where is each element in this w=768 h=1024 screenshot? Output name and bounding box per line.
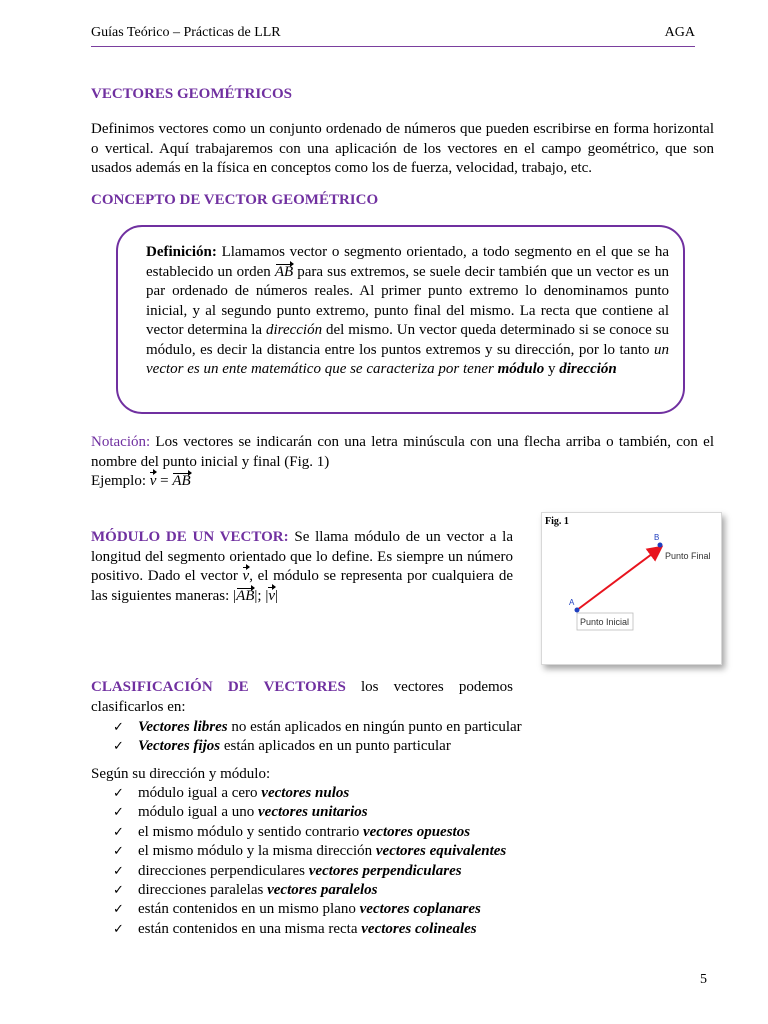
notation-paragraph: Notación: Los vectores se indicarán con una letra minúscula con una flecha arriba o también, con el nombre del punto inicial y final (Fig. 1) Ejemplo: v = AB xyxy=(91,433,714,492)
list-item: ✓ módulo igual a uno vectores unitarios xyxy=(113,803,506,822)
list-item: ✓ el mismo módulo y sentido contrario vectores opuestos xyxy=(113,823,506,842)
vector-ab: AB xyxy=(275,263,293,283)
vector-arrow xyxy=(577,548,660,610)
definition-text: Definición: Llamamos vector o segmento orientado, a todo segmento en el que se ha establecido un orden AB para sus extremos, se suele decir también que un vector es un par ordenado de números reales. Al primer punto extremo lo denominamos punto inicial, y al segundo punto extremo, punto final del mismo. La recta que contiene al vector determina la dirección del mismo. Un vector queda determinado si se conoce su módulo, es decir la distancia entre los puntos extremos y su dirección, por lo tanto un vector es un ente matemático que se caracteriza por tener módulo y dirección xyxy=(146,244,669,377)
header-author: AGA xyxy=(664,25,695,40)
modulo-paragraph: MÓDULO DE UN VECTOR: Se llama módulo de un vector a la longitud del segmento orientado que lo define. Es siempre un número positivo. Dado el vector v, el módulo se representa por cualquiera de las siguientes maneras: |AB|; |v| xyxy=(91,528,513,606)
classification-sub-intro: Según su dirección y módulo: xyxy=(91,766,271,782)
check-icon: ✓ xyxy=(113,921,124,937)
point-a xyxy=(575,608,580,613)
check-icon: ✓ xyxy=(113,739,124,755)
definition-label: Definición: xyxy=(146,244,217,260)
check-icon: ✓ xyxy=(113,883,124,899)
check-icon: ✓ xyxy=(113,844,124,860)
check-icon: ✓ xyxy=(113,786,124,801)
list-item: ✓ el mismo módulo y la misma dirección vectores equivalentes xyxy=(113,842,506,861)
figure-1 xyxy=(541,512,722,665)
vector-v: v xyxy=(150,472,157,492)
label-punto-inicial: Punto Inicial xyxy=(580,617,630,627)
vector-ab: AB xyxy=(172,472,190,492)
list-item: ✓ están contenidos en un mismo plano vectores coplanares xyxy=(113,900,506,919)
list-item: ✓ direcciones paralelas vectores paralelos xyxy=(113,881,506,900)
label-punto-final: Punto Final xyxy=(665,551,711,561)
check-icon: ✓ xyxy=(113,824,124,840)
list-item: ✓ Vectores fijos están aplicados en un punto particular xyxy=(113,737,522,756)
notation-label: Notación: xyxy=(91,434,151,450)
list-item: ✓ están contenidos en una misma recta vectores colineales xyxy=(113,920,506,939)
check-icon: ✓ xyxy=(113,805,124,821)
point-b xyxy=(658,543,663,548)
header-title: Guías Teórico – Prácticas de LLR xyxy=(91,25,281,40)
classification-list-2 xyxy=(113,784,506,939)
point-b-label: B xyxy=(654,533,660,542)
classification-title: CLASIFICACIÓN DE VECTORES xyxy=(91,679,346,695)
page-number: 5 xyxy=(700,972,707,987)
list-item: ✓ módulo igual a cero vectores nulos xyxy=(113,784,506,803)
list-item: ✓ direcciones perpendiculares vectores perpendiculares xyxy=(113,862,506,881)
classification-list-1 xyxy=(113,718,522,757)
modulo-title: MÓDULO DE UN VECTOR: xyxy=(91,529,289,545)
check-icon: ✓ xyxy=(113,902,124,918)
check-icon: ✓ xyxy=(113,720,124,735)
point-a-label: A xyxy=(569,598,575,607)
check-icon: ✓ xyxy=(113,863,124,879)
section-title-concepto: CONCEPTO DE VECTOR GEOMÉTRICO xyxy=(91,192,379,208)
classification-intro: CLASIFICACIÓN DE VECTORES los vectores podemos clasificarlos en: xyxy=(91,679,513,715)
figure-label: Fig. 1 xyxy=(545,516,569,527)
page-header xyxy=(91,24,695,47)
section-title-vectores: VECTORES GEOMÉTRICOS xyxy=(91,86,293,102)
vector-diagram xyxy=(542,513,721,664)
list-item: ✓ Vectores libres no están aplicados en ningún punto en particular xyxy=(113,718,522,737)
intro-paragraph: Definimos vectores como un conjunto ordenado de números que pueden escribirse en forma horizontal o vertical. Aquí trabajaremos con una aplicación de los vectores en el campo geométrico, que son usados además en la física en conceptos como los de fuerza, velocidad, trabajo, etc. xyxy=(91,121,714,176)
